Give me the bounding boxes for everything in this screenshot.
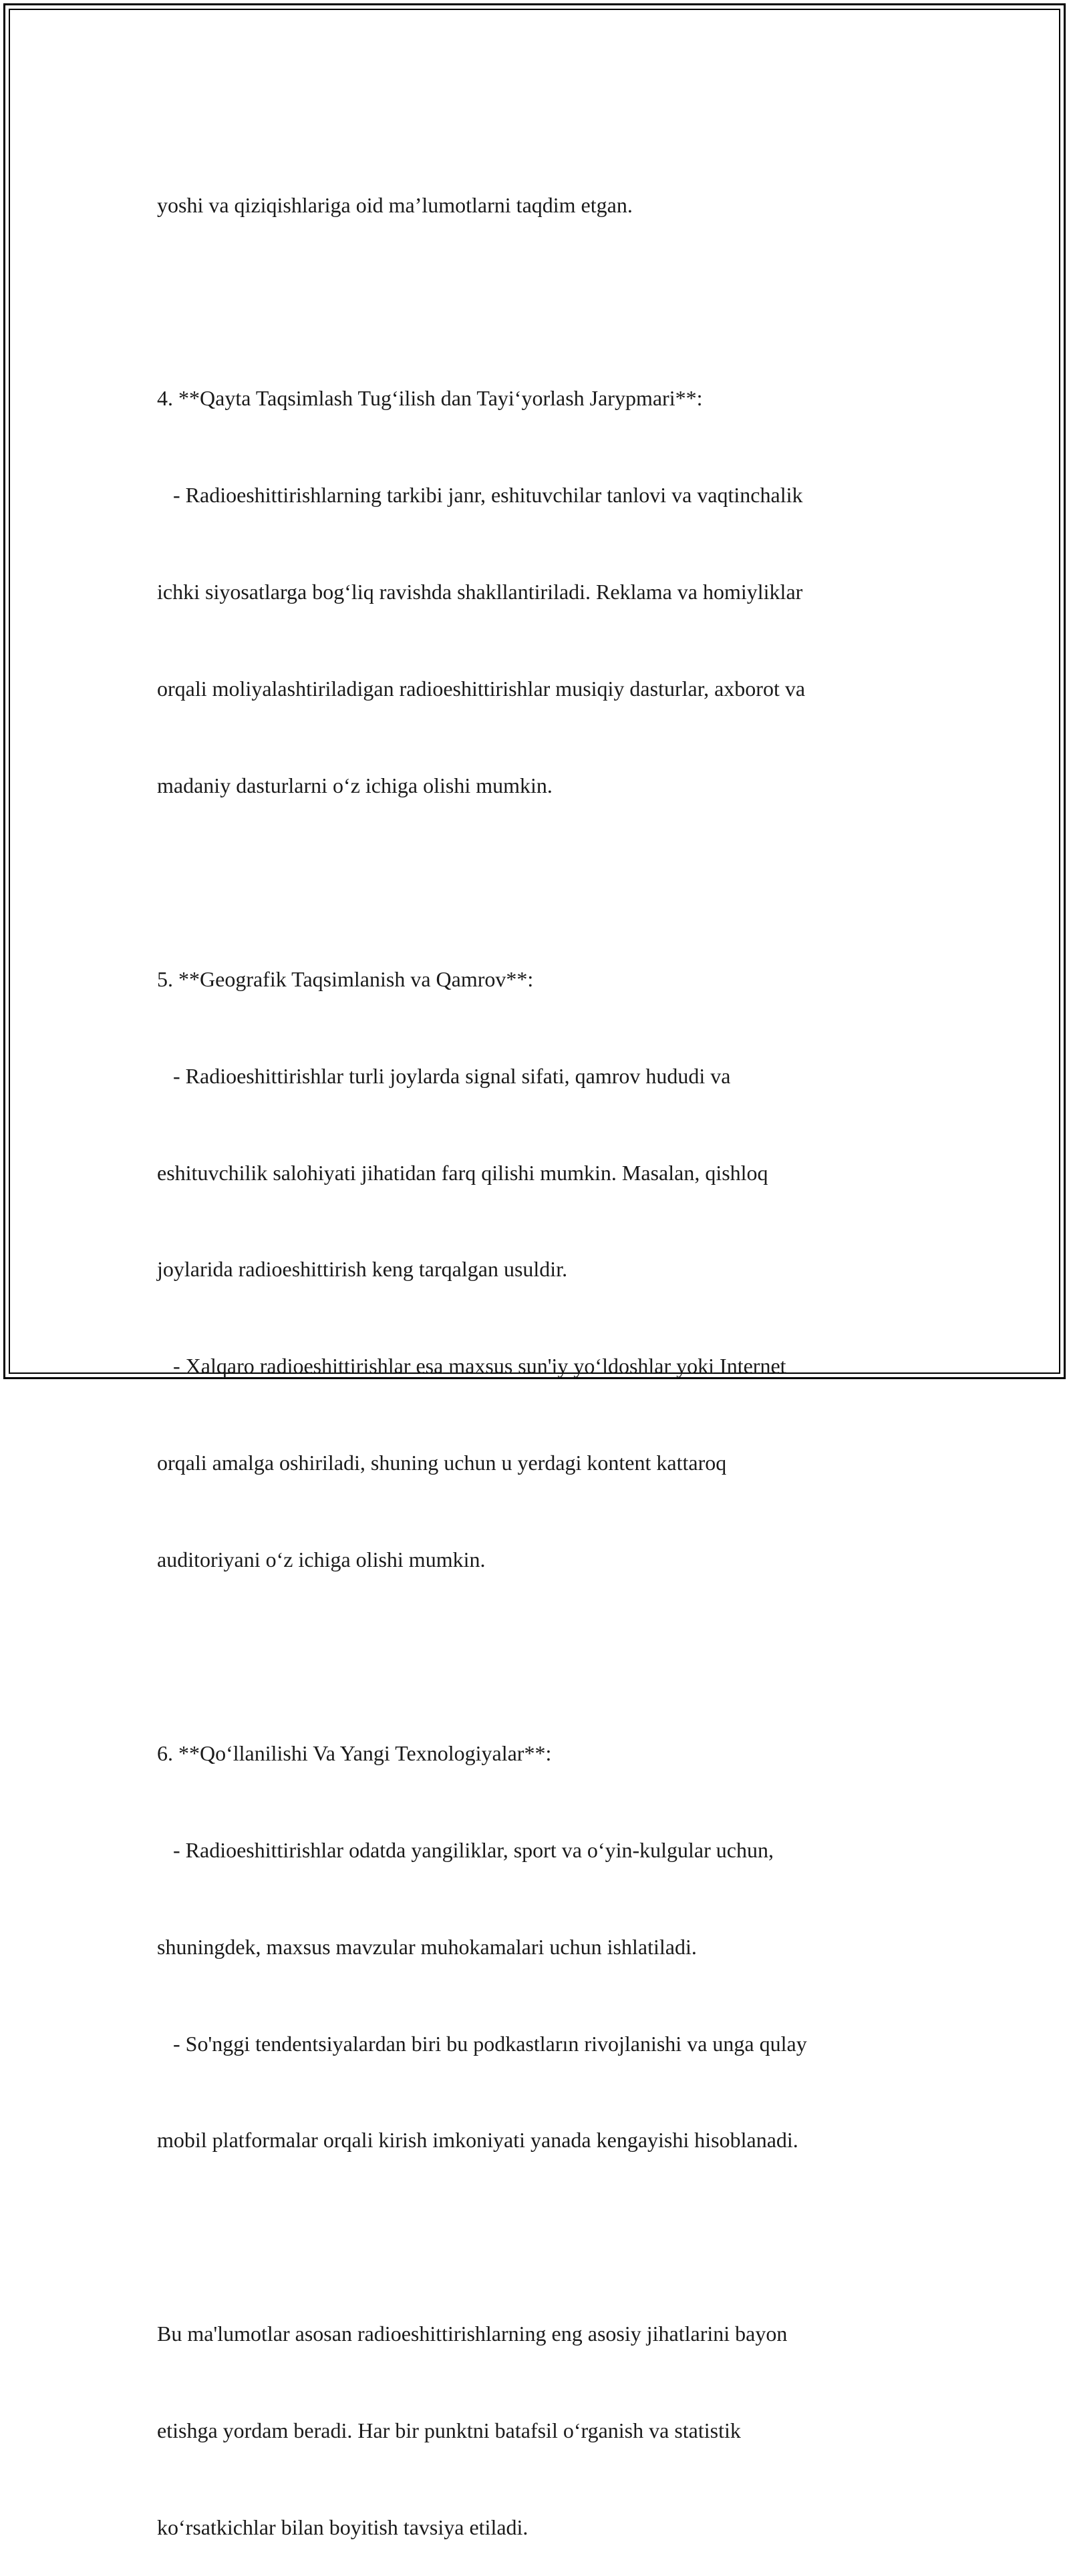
- text-line: - Radioeshittirishlarning tarkibi janr, eshituvchilar tanlovi va vaqtinchalik: [157, 483, 803, 508]
- text-line: orqali moliyalashtiriladigan radioeshittirishlar musiqiy dasturlar, axborot va: [157, 677, 806, 701]
- conclusion-line: ko‘rsatkichlar bilan boyitish tavsiya etiladi.: [157, 2515, 528, 2539]
- conclusion-line: etishga yordam beradi. Har bir punktni batafsil o‘rganish va statistik: [157, 2418, 741, 2443]
- text-line: eshituvchilik salohiyati jihatidan farq qilishi mumkin. Masalan, qishloq: [157, 1160, 768, 1185]
- text-line: shuningdek, maxsus mavzular muhokamalari uchun ishlatiladi.: [157, 1934, 697, 1959]
- text-line: - Radioeshittirishlar turli joylarda signal sifati, qamrov hududi va: [157, 1063, 731, 1088]
- blank-line: [157, 866, 915, 898]
- blank-line: [157, 2221, 915, 2253]
- text-line: - Xalqaro radioeshittirishlar esa maxsus sun'iy yo‘ldoshlar yoki Internet: [157, 1354, 786, 1378]
- text-line: yoshi va qiziqishlariga oid ma’lumotlarni taqdim etgan.: [157, 192, 633, 217]
- text-line: joylarida radioeshittirish keng tarqalgan usuldir.: [157, 1257, 568, 1282]
- text-line: - Radioeshittirishlar odatda yangiliklar, sport va o‘yin-kulgular uchun,: [157, 1837, 774, 1862]
- text-line: mobil platformalar orqali kirish imkoniyati yanada kengayishi hisoblanadi.: [157, 2128, 798, 2153]
- section-heading-5: 5. **Geografik Taqsimlanish va Qamrov**:: [157, 966, 534, 991]
- text-line: ichki siyosatlarga bog‘liq ravishda shakllantiriladi. Reklama va homiyliklar: [157, 580, 803, 604]
- text-line: orqali amalga oshiriladi, shuning uchun u yerdagi kontent kattaroq: [157, 1451, 727, 1475]
- blank-line: [157, 285, 915, 317]
- section-heading-6: 6. **Qo‘llanilishi Va Yangi Texnologiyalar**:: [157, 1740, 552, 1765]
- text-line: madaniy dasturlarni o‘z ichiga olishi mumkin.: [157, 773, 553, 797]
- conclusion-line: Bu ma'lumotlar asosan radioeshittirishlarning eng asosiy jihatlarini bayon: [157, 2322, 788, 2346]
- text-line: auditoriyani o‘z ichiga olishi mumkin.: [157, 1547, 486, 1572]
- text-line: - So'nggi tendentsiyalardan biri bu podkastların rivojlanishi va unga qulay: [157, 2031, 807, 2056]
- blank-line: [157, 1640, 915, 1672]
- document-body: [157, 124, 915, 2576]
- section-heading-4: 4. **Qayta Taqsimlash Tug‘ilish dan Tayi‘yorlash Jarypmari**:: [157, 386, 703, 411]
